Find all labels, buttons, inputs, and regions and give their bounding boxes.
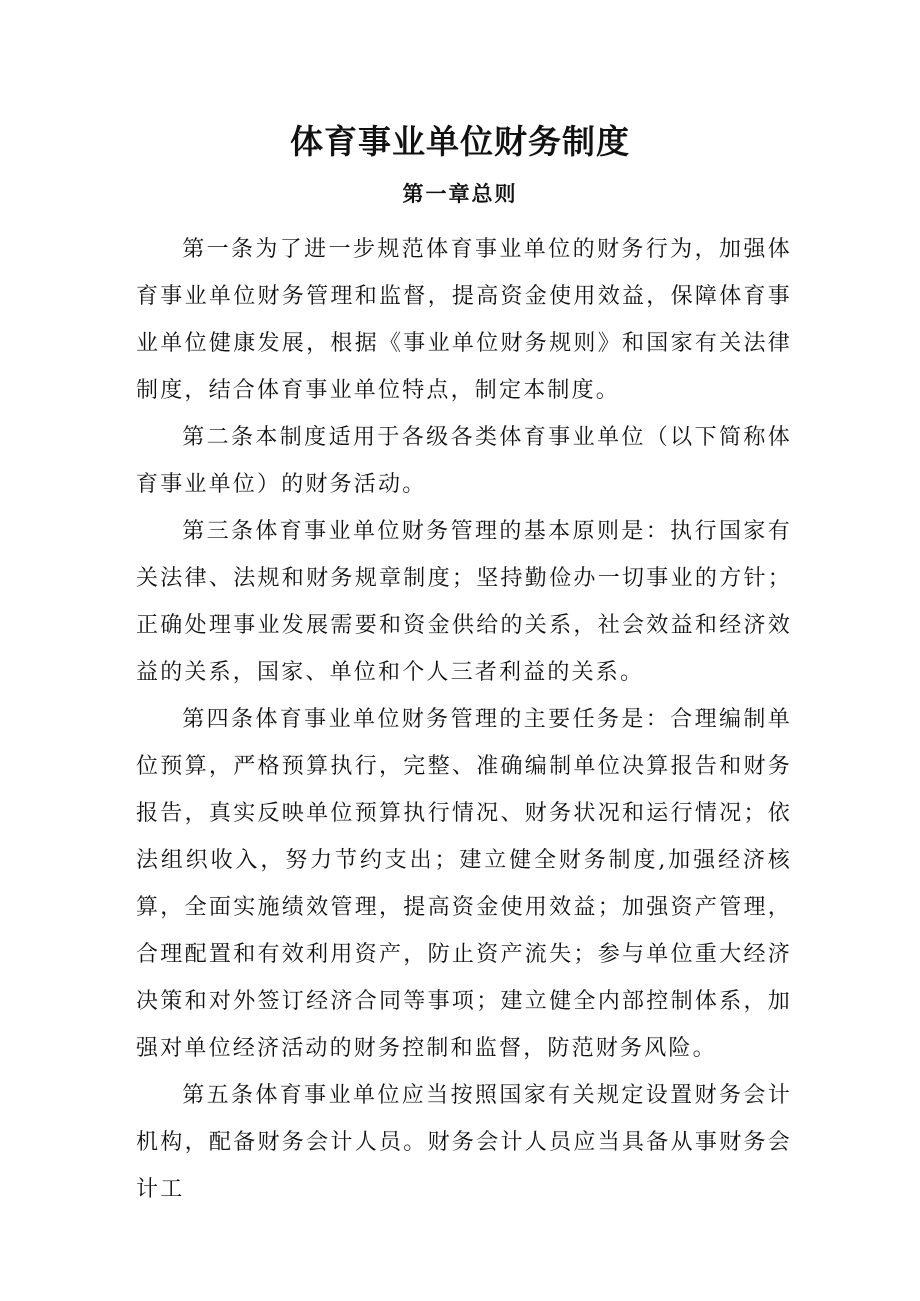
article-1: 第一条为了进一步规范体育事业单位的财务行为，加强体育事业单位财务管理和监督，提高资金使用效益，保障体育事业单位健康发展，根据《事业单位财务规则》和国家有关法律制度，结合体育事业单位特点，制定本制度。 (136, 237, 792, 403)
article-5: 第五条体育事业单位应当按照国家有关规定设置财务会计机构，配备财务会计人员。财务会计人员应当具备从事财务会计工 (136, 1083, 792, 1202)
article-2: 第二条本制度适用于各级各类体育事业单位（以下简称体育事业单位）的财务活动。 (136, 425, 792, 497)
chapter-heading: 第一章总则 (402, 182, 518, 206)
document-title: 体育事业单位财务制度 (290, 122, 630, 161)
article-4: 第四条体育事业单位财务管理的主要任务是：合理编制单位预算，严格预算执行，完整、准确编制单位决算报告和财务报告，真实反映单位预算执行情况、财务状况和运行情况；依法组织收入，努力节约支出；建立健全财务制度,加强经济核算，全面实施绩效管理，提高资金使用效益；加强资产管理，合理配置和有效利用资产，防止资产流失；参与单位重大经济决策和对外签订经济合同等事项；建立健全内部控制体系，加强对单位经济活动的财务控制和监督，防范财务风险。 (136, 707, 792, 1061)
document-body (136, 226, 792, 1213)
article-3: 第三条体育事业单位财务管理的基本原则是：执行国家有关法律、法规和财务规章制度；坚持勤俭办一切事业的方针；正确处理事业发展需要和资金供给的关系，社会效益和经济效益的关系，国家、单位和个人三者利益的关系。 (136, 519, 792, 685)
